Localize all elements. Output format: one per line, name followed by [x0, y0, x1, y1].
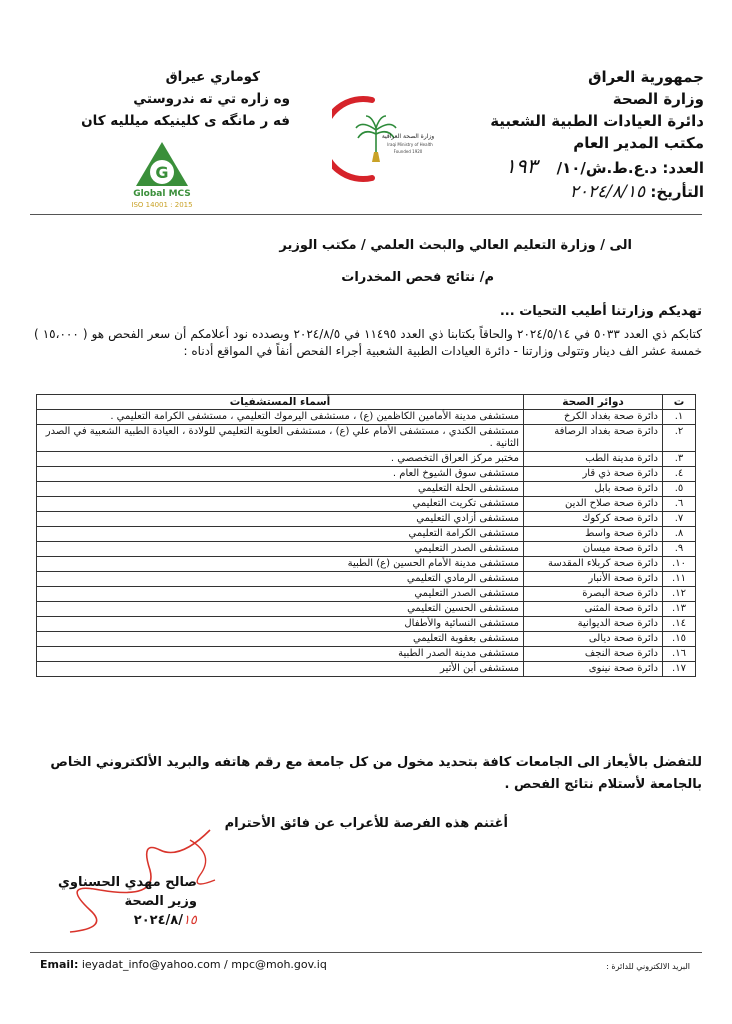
signature-date-printed: ٢٠٢٤/٨/ [133, 913, 183, 928]
signature-block [58, 873, 197, 930]
row-number: ٧. [663, 512, 696, 527]
row-department: دائرة صحة نينوى [524, 662, 663, 677]
row-department: دائرة صحة بغداد الكرخ [524, 410, 663, 425]
row-number: ١٦. [663, 647, 696, 662]
header-kurdish [40, 66, 290, 132]
row-hospitals: مستشفى أزادي التعليمي [37, 512, 524, 527]
row-number: ٥. [663, 482, 696, 497]
row-department: دائرة صحة النجف [524, 647, 663, 662]
greeting: تهديكم وزارتنا أطيب التحيات ... [499, 304, 702, 319]
row-department: دائرة صحة بابل [524, 482, 663, 497]
row-department: دائرة صحة المثنى [524, 602, 663, 617]
addressee: الى / وزارة التعليم العالي والبحث العلمي / مكتب الوزير [279, 238, 632, 253]
row-department: دائرة صحة الأنبار [524, 572, 663, 587]
table-row [37, 425, 696, 452]
row-department: دائرة صحة بغداد الرصافة [524, 425, 663, 452]
letter-body: كتابكم ذي العدد ٥٠٣٣ في ٢٠٢٤/٥/١٤ والحاقاً بكتابنا ذي العدد ١١٤٩٥ في ٢٠٢٤/٨/٥ وبصدده نود أعلامكم أن سعر الفحص هو ( ١٥،٠٠٠ ) خمسة عشر الف دينار وتتولى وزارتنا - دائرة العيادات الطبية الشعبية أجراء الفحص أنفاً في المواقع أدناه : [34, 327, 702, 358]
iso-badge-icon [112, 140, 212, 212]
row-hospitals: مستشفى الرمادي التعليمي [37, 572, 524, 587]
row-department: دائرة صحة واسط [524, 527, 663, 542]
row-hospitals: مستشفى تكريت التعليمي [37, 497, 524, 512]
ministry-logo-icon [332, 92, 442, 184]
row-number: ٨. [663, 527, 696, 542]
row-number: ١٧. [663, 662, 696, 677]
date-label: التأريخ: [650, 183, 704, 201]
row-hospitals: مستشفى النسائية والأطفال [37, 617, 524, 632]
reference-date [505, 180, 704, 204]
row-number: ١٥. [663, 632, 696, 647]
table-row [37, 482, 696, 497]
signatory-name: صالح مهدي الحسناوي [58, 875, 197, 890]
table-row [37, 602, 696, 617]
row-department: دائرة صحة كربلاء المقدسة [524, 557, 663, 572]
gmcs-name: Global MCS [133, 189, 191, 199]
footer-divider [30, 952, 702, 953]
row-number: ١٠. [663, 557, 696, 572]
row-number: ٤. [663, 467, 696, 482]
col-header-number: ت [663, 395, 696, 410]
header-ar-line3: دائرة العيادات الطبية الشعبية [490, 112, 704, 130]
hospitals-table [36, 394, 696, 677]
table-row [37, 632, 696, 647]
logo-text-en: Iraqi Ministry of Health [387, 142, 433, 147]
header-ku-line3: فه ر مانگه ى كلينيكه ميلليه كان [81, 113, 290, 129]
reference-number [505, 154, 704, 180]
col-header-department: دوائر الصحة [524, 395, 663, 410]
global-mcs-logo [112, 140, 212, 212]
signatory-title: وزير الصحة [124, 894, 197, 909]
ministry-logo [332, 92, 442, 184]
email-addresses: ieyadat_info@yahoo.com / mpc@moh.gov.iq [81, 958, 327, 971]
table-row [37, 467, 696, 482]
row-hospitals: مستشفى مدينة الصدر الطبية [37, 647, 524, 662]
row-hospitals: مستشفى مدينة الأمام الحسين (ع) الطبية [37, 557, 524, 572]
table-row [37, 497, 696, 512]
row-department: دائرة صحة البصرة [524, 587, 663, 602]
row-department: دائرة صحة ذي قار [524, 467, 663, 482]
row-number: ٣. [663, 452, 696, 467]
row-hospitals: مستشفى مدينة الأمامين الكاظمين (ع) ، مستشفى اليرموك التعليمي ، مستشفى الكرامة التعليمي . [37, 410, 524, 425]
row-number: ١٣. [663, 602, 696, 617]
row-hospitals: مستشفى الحسين التعليمي [37, 602, 524, 617]
subject: م/ نتائج فحص المخدرات [341, 270, 494, 285]
row-hospitals: مستشفى الصدر التعليمي [37, 587, 524, 602]
table-row [37, 572, 696, 587]
reference-block [505, 154, 704, 204]
header-ku-line2: وه زاره تي ته ندروستي [133, 91, 290, 107]
table-row [37, 527, 696, 542]
footer-email-ar-label: البريد الالكتروني للدائرة : [606, 962, 690, 971]
row-number: ١٢. [663, 587, 696, 602]
row-number: ١. [663, 410, 696, 425]
row-department: دائرة صحة الديوانية [524, 617, 663, 632]
signature-date [58, 911, 197, 930]
row-department: دائرة صحة ميسان [524, 542, 663, 557]
closing-regards: أغتنم هذه الفرصة للأعراب عن فائق الأحترام [224, 816, 508, 831]
row-number: ٩. [663, 542, 696, 557]
footer-emails [40, 958, 327, 971]
header-divider [30, 214, 702, 215]
row-hospitals: مستشفى بعقوبة التعليمي [37, 632, 524, 647]
row-department: دائرة صحة كركوك [524, 512, 663, 527]
row-hospitals: مختبر مركز العراق التخصصي . [37, 452, 524, 467]
table-row [37, 512, 696, 527]
row-hospitals: مستشفى الكندي ، مستشفى الأمام علي (ع) ، مستشفى العلوية التعليمي للولادة ، العيادة الطبية الشعبية في الصدر الثانية . [37, 425, 524, 452]
gmcs-iso: ISO 14001 : 2015 [131, 201, 193, 209]
header-ar-line1: جمهورية العراق [588, 68, 704, 86]
row-hospitals: مستشفى الحلة التعليمي [37, 482, 524, 497]
header-ar-line4: مكتب المدير العام [573, 134, 704, 152]
table-row [37, 557, 696, 572]
signature-date-hand: ١٥ [182, 913, 197, 928]
row-hospitals: مستشفى أبن الأثير [37, 662, 524, 677]
date-handwritten: ٢٠٢٤/٨/١٥ [569, 182, 646, 202]
row-number: ٢. [663, 425, 696, 452]
table-row [37, 662, 696, 677]
row-number: ١١. [663, 572, 696, 587]
header-ar-line2: وزارة الصحة [612, 90, 704, 108]
row-hospitals: مستشفى الصدر التعليمي [37, 542, 524, 557]
email-label: Email: [40, 958, 79, 971]
header-ku-line1: كوماري عيراق [165, 69, 260, 85]
row-department: دائرة مدينة الطب [524, 452, 663, 467]
logo-text-ar: وزارة الصحة العراقية [381, 133, 435, 140]
table-row [37, 647, 696, 662]
number-label: العدد: د.ع.ط.ش/١٠/ [556, 159, 704, 177]
closing-request: للتفضل بالأيعاز الى الجامعات كافة بتحديد مخول من كل جامعة مع رقم هاتفه والبريد الألكتروني الخاص بالجامعة لأستلام نتائج الفحص . [50, 755, 702, 792]
logo-year: Founded 1920 [393, 149, 423, 154]
table-row [37, 452, 696, 467]
table-row [37, 617, 696, 632]
number-handwritten: ١٩٣ [505, 154, 538, 178]
row-number: ٦. [663, 497, 696, 512]
row-hospitals: مستشفى الكرامة التعليمي [37, 527, 524, 542]
row-department: دائرة صحة ديالى [524, 632, 663, 647]
table-header-row [37, 395, 696, 410]
gmcs-letter: G [155, 163, 169, 182]
row-number: ١٤. [663, 617, 696, 632]
header-arabic [464, 66, 704, 154]
row-hospitals: مستشفى سوق الشيوخ العام . [37, 467, 524, 482]
row-department: دائرة صحة صلاح الدين [524, 497, 663, 512]
table-row [37, 410, 696, 425]
col-header-hospitals: أسماء المستشفيات [37, 395, 524, 410]
table-row [37, 542, 696, 557]
table-row [37, 587, 696, 602]
